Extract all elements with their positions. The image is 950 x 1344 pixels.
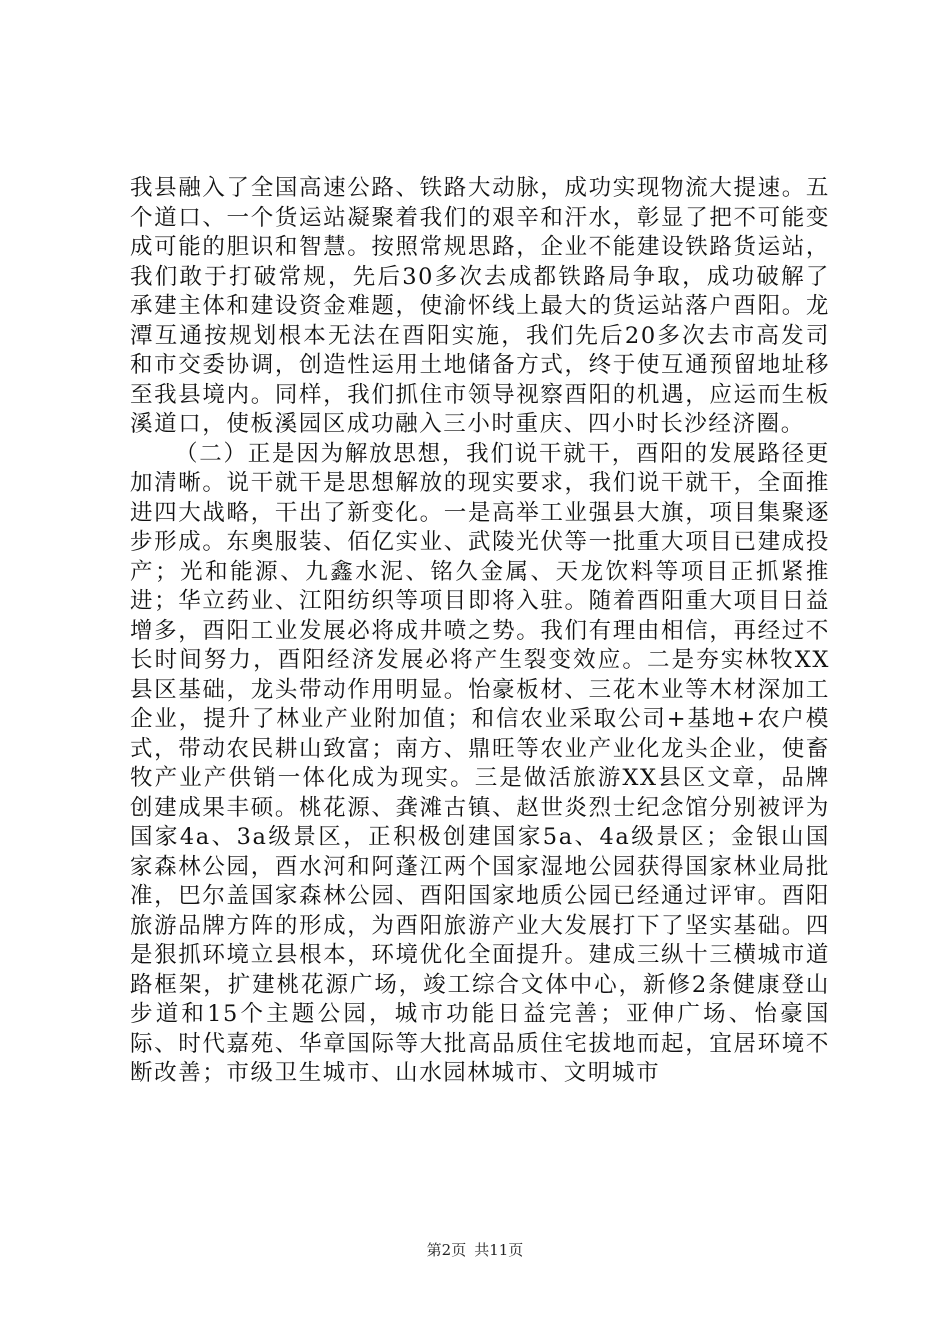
- page-total: 共11页: [474, 1241, 524, 1259]
- page-footer: [0, 1240, 950, 1260]
- paragraph-2: （二）正是因为解放思想，我们说干就干，酉阳的发展路径更加清晰。说干就干是思想解放的现实要求，我们说干就干，全面推进四大战略，干出了新变化。一是高举工业强县大旗，项目集聚逐步形成。东奥服装、佰亿实业、武陵光伏等一批重大项目已建成投产；光和能源、九鑫水泥、铭久金属、天龙饮料等项目正抓紧推进；华立药业、江阳纺织等项目即将入驻。随着酉阳重大项目日益增多，酉阳工业发展必将成井喷之势。我们有理由相信，再经过不长时间努力，酉阳经济发展必将产生裂变效应。二是夯实林牧XX县区基础，龙头带动作用明显。怡豪板材、三花木业等木材深加工企业，提升了林业产业附加值；和信农业采取公司+基地+农户模式，带动农民耕山致富；南方、鼎旺等农业产业化龙头企业，使畜牧产业产供销一体化成为现实。三是做活旅游XX县区文章，品牌创建成果丰硕。桃花源、龚滩古镇、赵世炎烈士纪念馆分别被评为国家4a、3a级景区，正积极创建国家5a、4a级景区；金银山国家森林公园，酉水河和阿蓬江两个国家湿地公园获得国家林业局批准，巴尔盖国家森林公园、酉阳国家地质公园已经通过评审。酉阳旅游品牌方阵的形成，为酉阳旅游产业大发展打下了坚实基础。四是狠抓环境立县根本，环境优化全面提升。建成三纵十三横城市道路框架，扩建桃花源广场，竣工综合文体中心，新修2条健康登山步道和15个主题公园，城市功能日益完善；亚伸广场、怡豪国际、时代嘉苑、华章国际等大批高品质住宅拔地而起，宜居环境不断改善；市级卫生城市、山水园林城市、文明城市: [130, 440, 830, 1086]
- body-text: [130, 174, 830, 1089]
- page-number: 第2页: [426, 1241, 467, 1259]
- paragraph-1: 我县融入了全国高速公路、铁路大动脉，成功实现物流大提速。五个道口、一个货运站凝聚着我们的艰辛和汗水，彰显了把不可能变成可能的胆识和智慧。按照常规思路，企业不能建设铁路货运站，我们敢于打破常规，先后30多次去成都铁路局争取，成功破解了承建主体和建设资金难题，使渝怀线上最大的货运站落户酉阳。龙潭互通按规划根本无法在酉阳实施，我们先后20多次去市高发司和市交委协调，创造性运用土地储备方式，终于使互通预留地址移至我县境内。同样，我们抓住市领导视察酉阳的机遇，应运而生板溪道口，使板溪园区成功融入三小时重庆、四小时长沙经济圈。: [130, 175, 830, 437]
